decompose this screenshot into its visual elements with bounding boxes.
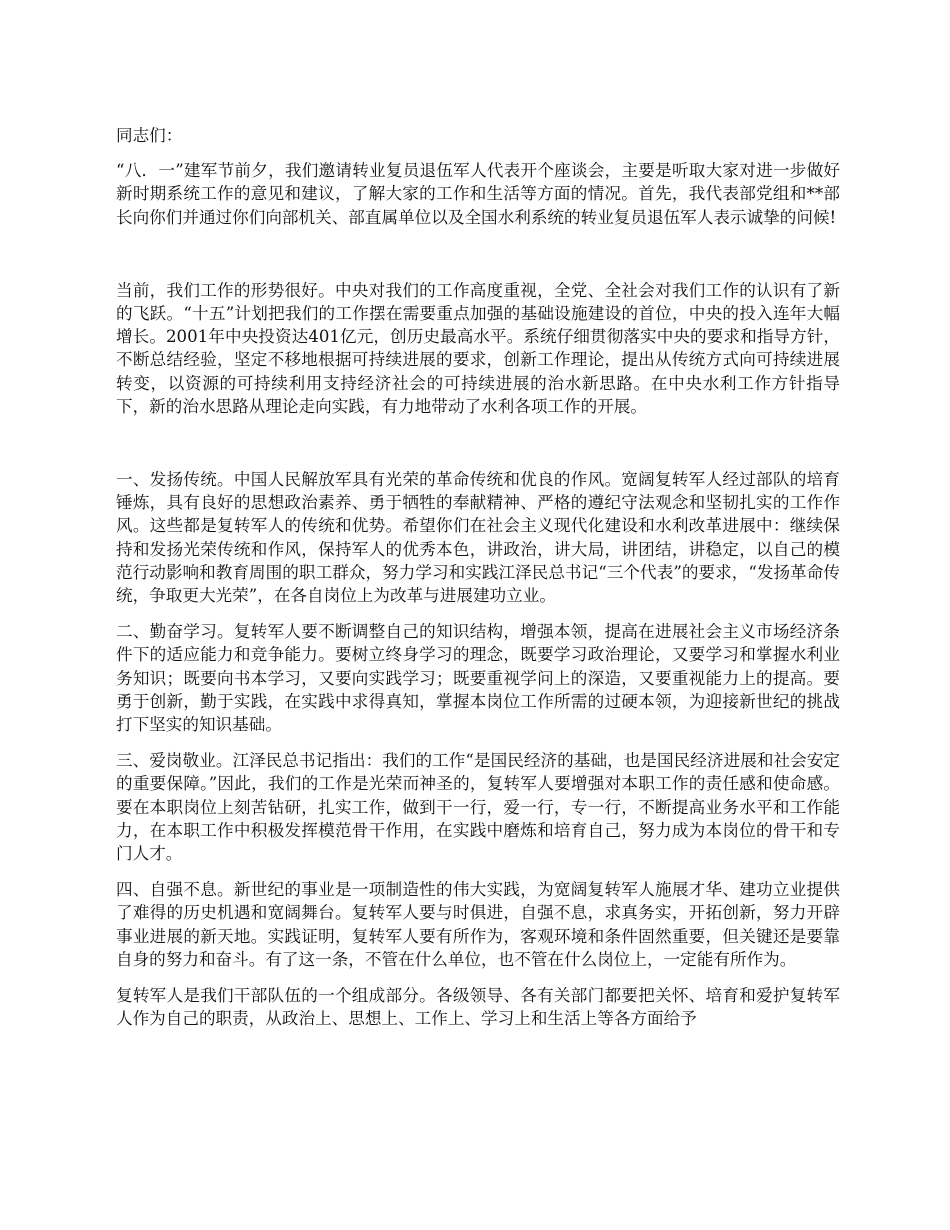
paragraph-point-one: 一、发扬传统。中国人民解放军具有光荣的革命传统和优良的作风。宽阔复转军人经过部队的培育锤炼，具有良好的思想政治素养、勇于牺牲的奉献精神、严格的遵纪守法观念和坚韧扎实的工作作风。这些都是复转军人的传统和优势。希望你们在社会主义现代化建设和水利改革进展中：继续保持和发扬光荣传统和作风，保持军人的优秀本色，讲政治，讲大局，讲团结，讲稳定，以自己的模范行动影响和教育周围的职工群众，努力学习和实践江泽民总书记“三个代表”的要求，“发扬革命传统，争取更大光荣”，在各自岗位上为改革与进展建功立业。: [116, 470, 840, 606]
paragraph-point-two: 二、勤奋学习。复转军人要不断调整自己的知识结构，增强本领，提高在进展社会主义市场经济条件下的适应能力和竞争能力。要树立终身学习的理念，既要学习政治理论，又要学习和掌握水利业务知识；既要向书本学习，又要向实践学习；既要重视学问上的深造，又要重视能力上的提高。要勇于创新，勤于实践，在实践中求得真知，掌握本岗位工作所需的过硬本领，为迎接新世纪的挑战打下坚实的知识基础。: [116, 622, 840, 735]
paragraph-situation: 当前，我们工作的形势很好。中央对我们的工作高度重视，全党、全社会对我们工作的认识有了新的飞跃。“十五”计划把我们的工作摆在需要重点加强的基础设施建设的首位，中央的投入连年大幅增长。2001年中央投资达401亿元，创历史最高水平。系统仔细贯彻落实中央的要求和指导方针，不断总结经验，坚定不移地根据可持续进展的要求，创新工作理论，提出从传统方式向可持续进展转变，以资源的可持续利用支持经济社会的可持续进展的治水新思路。在中央水利工作方针指导下，新的治水思路从理论走向实践，有力地带动了水利各项工作的开展。: [116, 280, 840, 416]
salutation: 同志们：: [116, 126, 183, 145]
document-body: [116, 124, 840, 1044]
paragraph-opening: “八．一”建军节前夕，我们邀请转业复员退伍军人代表开个座谈会，主要是听取大家对进一步做好新时期系统工作的意见和建议，了解大家的工作和生活等方面的情况。首先，我代表部党组和**部长向你们并通过你们向部机关、部直属单位以及全国水利系统的转业复员退伍军人表示诚挚的问候!: [116, 161, 840, 227]
paragraph-closing: 复转军人是我们干部队伍的一个组成部分。各级领导、各有关部门都要把关怀、培育和爱护复转军人作为自己的职责，从政治上、思想上、工作上、学习上和生活上等各方面给予: [116, 986, 840, 1029]
paragraph-spacer: [116, 431, 840, 468]
paragraph-point-three: 三、爱岗敬业。江泽民总书记指出：我们的工作“是国民经济的基础，也是国民经济进展和社会安定的重要保障。”因此，我们的工作是光荣而神圣的，复转军人要增强对本职工作的责任感和使命感。要在本职岗位上刻苦钻研，扎实工作，做到干一行，爱一行，专一行，不断提高业务水平和工作能力，在本职工作中积极发挥模范骨干作用，在实践中磨炼和培育自己，努力成为本岗位的骨干和专门人才。: [116, 751, 840, 864]
paragraph-point-four: 四、自强不息。新世纪的事业是一项制造性的伟大实践，为宽阔复转军人施展才华、建功立业提供了难得的历史机遇和宽阔舞台。复转军人要与时俱进，自强不息，求真务实，开拓创新，努力开辟事业进展的新天地。实践证明，复转军人要有所作为，客观环境和条件固然重要，但关键还是要靠自身的努力和奋斗。有了这一条，不管在什么单位，也不管在什么岗位上，一定能有所作为。: [116, 880, 840, 969]
paragraph-spacer: [116, 242, 840, 279]
